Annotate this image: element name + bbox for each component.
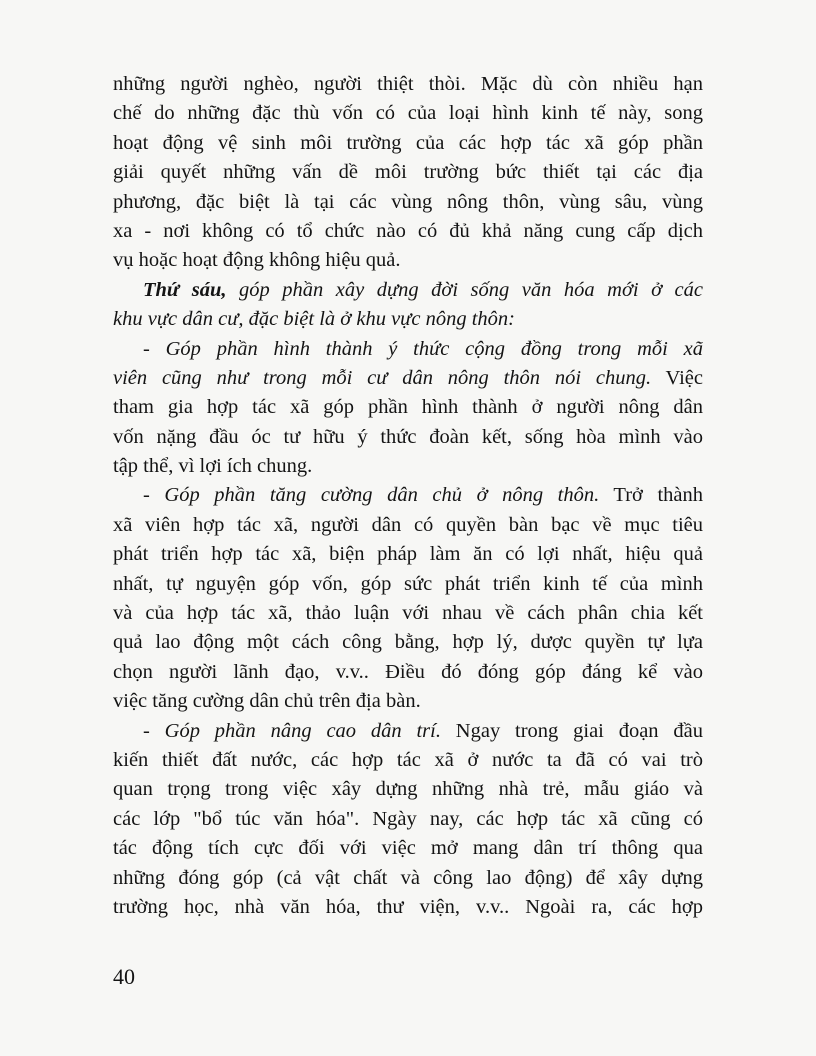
- item-heading-line: - Góp phần hình thành ý thức cộng đồng trong mỗi xã: [143, 337, 703, 360]
- text-line: giải quyết những vấn dề môi trường bức thiết tại các địa: [113, 161, 703, 184]
- text-line: tập thể, vì lợi ích chung.: [113, 455, 313, 478]
- text-line: hoạt động vệ sinh môi trường của các hợp tác xã góp phần: [113, 131, 703, 154]
- text-line: quan trọng trong việc xây dựng những nhà trẻ, mẫu giáo và: [113, 778, 703, 801]
- section-heading-line: khu vực dân cư, đặc biệt là ở khu vực nông thôn:: [113, 308, 515, 331]
- item-heading-text: - Góp phần nâng cao dân trí.: [143, 719, 441, 742]
- text-line: các lớp "bổ túc văn hóa". Ngày nay, các hợp tác xã cũng có: [113, 807, 703, 830]
- text-line: tham gia hợp tác xã góp phần hình thành ở người nông dân: [113, 396, 703, 419]
- item-heading-text: viên cũng như trong mỗi cư dân nông thôn nói chung.: [113, 366, 652, 389]
- text-line: những đóng góp (cả vật chất và công lao động) để xây dựng: [113, 866, 703, 889]
- text-line: kiến thiết đất nước, các hợp tác xã ở nước ta đã có vai trò: [113, 748, 703, 771]
- section-lead: Thứ sáu,: [143, 278, 227, 301]
- text-line: [113, 717, 703, 746]
- text-line: nhất, tự nguyện góp vốn, góp sức phát triển kinh tế của mình: [113, 572, 703, 595]
- page-number: 40: [113, 964, 135, 989]
- section-heading-text: góp phần xây dựng đời sống văn hóa mới ở các: [226, 278, 703, 301]
- page-body-text: [113, 70, 703, 922]
- text-line: phát triển hợp tác xã, biện pháp làm ăn có lợi nhất, hiệu quả: [113, 543, 703, 566]
- text-line: vốn nặng đầu óc tư hữu ý thức đoàn kết, sống hòa mình vào: [113, 425, 703, 448]
- section-heading-line: [113, 276, 703, 305]
- text-line: xã viên hợp tác xã, người dân có quyền bàn bạc về mục tiêu: [113, 513, 703, 536]
- text-line: chọn người lãnh đạo, v.v.. Điều đó đóng góp đáng kể vào: [113, 660, 703, 683]
- text-line: quả lao động một cách công bằng, hợp lý, dược quyền tự lựa: [113, 631, 703, 654]
- text-line: tác động tích cực đối với việc mở mang dân trí thông qua: [113, 837, 703, 860]
- text-line: trường học, nhà văn hóa, thư viện, v.v.. Ngoài ra, các hợp: [113, 895, 703, 918]
- text-run: Trở thành: [599, 484, 703, 507]
- text-line: việc tăng cường dân chủ trên địa bàn.: [113, 690, 421, 713]
- text-run: Việc: [651, 366, 703, 389]
- text-line: những người nghèo, người thiệt thòi. Mặc dù còn nhiều hạn: [113, 73, 703, 95]
- item-heading-text: - Góp phần tăng cường dân chủ ở nông thôn.: [143, 484, 600, 507]
- text-line: [113, 481, 703, 510]
- text-line: và của hợp tác xã, thảo luận với nhau về cách phân chia kết: [113, 602, 703, 625]
- text-line: chế do những đặc thù vốn có của loại hình kinh tế này, song: [113, 102, 703, 125]
- text-line: [113, 364, 703, 393]
- text-line: vụ hoặc hoạt động không hiệu quả.: [113, 249, 401, 272]
- text-line: xa - nơi không có tổ chức nào có đủ khả năng cung cấp dịch: [113, 219, 703, 242]
- text-line: phương, đặc biệt là tại các vùng nông thôn, vùng sâu, vùng: [113, 190, 703, 213]
- text-run: Ngay trong giai đoạn đầu: [440, 719, 703, 742]
